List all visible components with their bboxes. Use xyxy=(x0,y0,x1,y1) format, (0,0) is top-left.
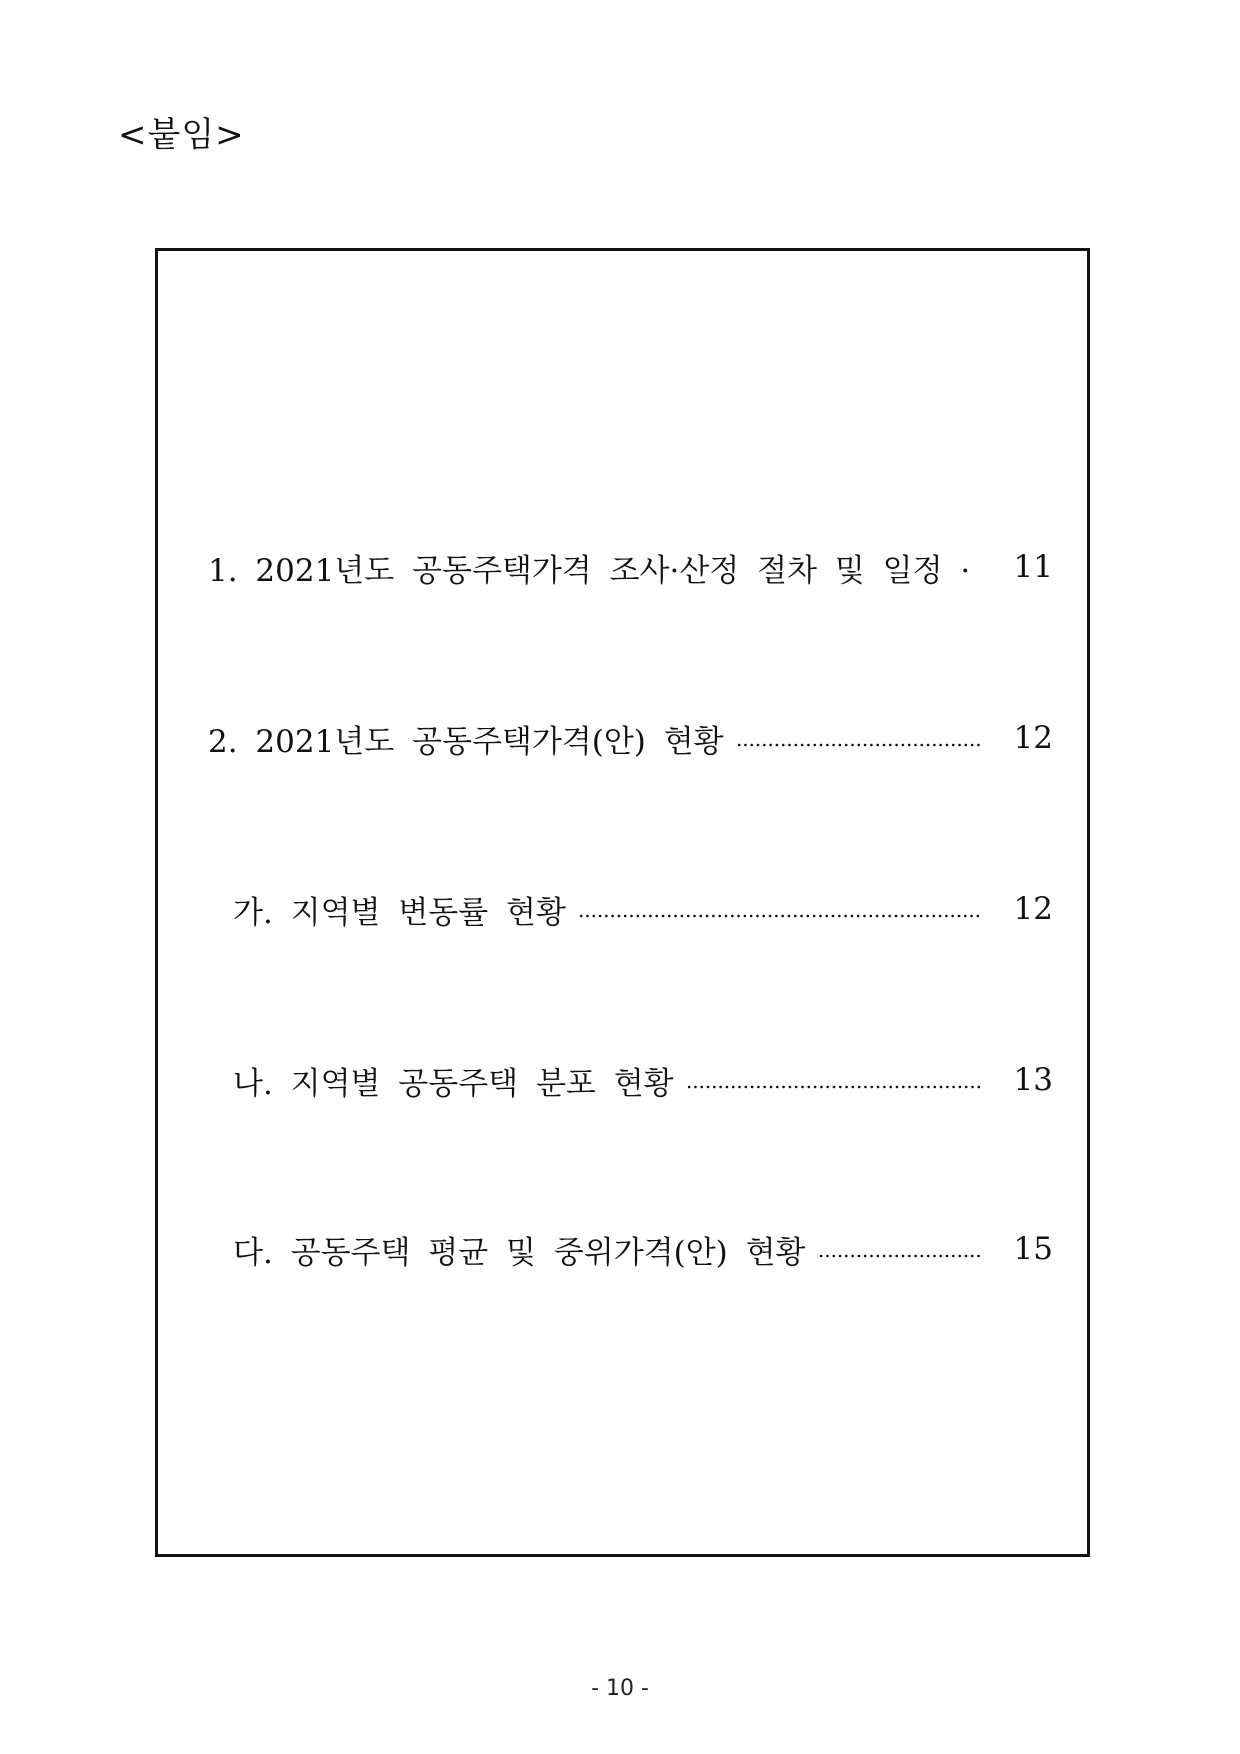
toc-entry-2-ga[interactable] xyxy=(233,884,1053,934)
attachment-heading: <붙임> xyxy=(118,115,245,155)
toc-entry-2-na[interactable] xyxy=(233,1055,1053,1105)
toc-entry-1[interactable] xyxy=(208,542,1053,592)
toc-leader-dots xyxy=(982,572,983,576)
toc-entry-page: 12 xyxy=(1013,891,1053,927)
toc-leader-dots xyxy=(736,743,983,747)
toc-leader-dots xyxy=(578,914,983,918)
table-of-contents-box xyxy=(155,248,1090,1557)
toc-entry-title: 2. 2021년도 공동주택가격(안) 현황 xyxy=(208,723,724,760)
toc-entry-page: 12 xyxy=(1013,720,1053,756)
toc-entry-title: 다. 공동주택 평균 및 중위가격(안) 현황 xyxy=(233,1234,806,1271)
toc-leader-dots xyxy=(686,1085,983,1089)
toc-entry-title: 가. 지역별 변동률 현황 xyxy=(233,894,566,931)
toc-entry-2-da[interactable] xyxy=(233,1224,1053,1274)
toc-entry-page: 15 xyxy=(1013,1231,1053,1267)
toc-entry-2[interactable] xyxy=(208,713,1053,763)
toc-leader-dots xyxy=(818,1254,983,1258)
toc-entry-title: 나. 지역별 공동주택 분포 현황 xyxy=(233,1065,674,1102)
toc-entry-page: 13 xyxy=(1013,1062,1053,1098)
page-number: - 10 - xyxy=(591,1676,649,1701)
toc-entry-page: 11 xyxy=(1013,549,1053,585)
toc-entry-title: 1. 2021년도 공동주택가격 조사·산정 절차 및 일정 · xyxy=(208,552,971,589)
